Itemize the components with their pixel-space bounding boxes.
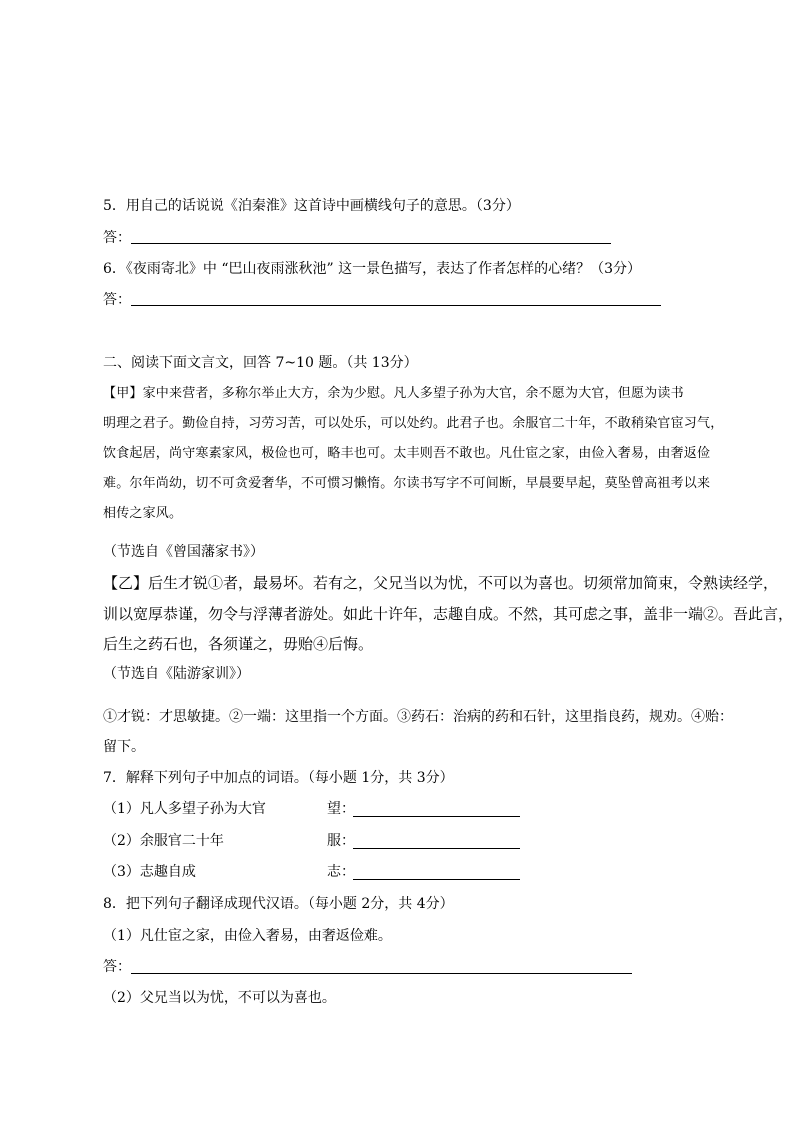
question-5: 5．用自己的话说说《泊秦淮》这首诗中画横线句子的意思。（3分） [103,198,520,214]
answer-line[interactable] [353,879,520,880]
q7-item-sentence: （1）凡人多望子孙为大官 [103,801,266,817]
question-8: 8．把下列句子翻译成现代汉语。（每小题 2分，共 4分） [103,896,454,912]
answer-line[interactable] [131,243,611,244]
answer-line[interactable] [131,973,632,974]
passage-jia-source: （节选自《曾国藩家书》） [103,544,264,560]
answer-label: 答： [103,230,131,246]
answer-line[interactable] [353,816,520,817]
q7-item-sentence: （2）余服官二十年 [103,833,224,849]
passage-yi-line: 【乙】后生才锐①者，最易坏。若有之，父兄当以为忧，不可以为喜也。切须常加简束，令熟读经学， [103,574,779,592]
q7-item-sentence: （3）志趣自成 [103,864,196,880]
section-2-title: 二、阅读下面文言文，回答 7~10 题。（共 13分） [103,355,418,371]
q7-item-word: 望： [327,801,355,817]
passage-yi-line: 后生之药石也，各须谨之，毋贻④后悔。 [103,635,374,653]
q7-item-word: 服： [327,833,355,849]
question-6: 6．《夜雨寄北》中 “巴山夜雨涨秋池” 这一景色描写，表达了作者怎样的心绪？（3分） [103,261,642,277]
passage-jia-line: 【甲】家中来营者，多称尔举止大方，余为少慰。凡人多望子孙为大官，余不愿为大官，但愿为读书 [103,386,684,401]
passage-yi-source: （节选自《陆游家训》） [103,666,250,682]
answer-line[interactable] [131,305,661,306]
answer-label: 答： [103,292,131,308]
footnote-line: 留下。 [103,739,145,755]
passage-jia-line: 饮食起居，尚守寒素家风，极俭也可，略丰也可。太丰则吾不敢也。凡仕宦之家，由俭入奢易，由奢返俭 [103,446,711,461]
q7-item-word: 志： [327,864,355,880]
question-7: 7．解释下列句子中加点的词语。（每小题 1分，共 3分） [103,770,454,786]
passage-jia-line: 明理之君子。勤俭自持，习劳习苦，可以处乐，可以处约。此君子也。余服官二十年，不敢稍染官宦习气， [103,416,724,431]
q8-item-1: （1）凡仕宦之家，由俭入奢易，由奢返俭难。 [103,928,392,944]
footnote-line: ①才锐：才思敏捷。②一端：这里指一个方面。③药石：治病的药和石针，这里指良药，规劝。④贻： [103,709,733,725]
answer-line[interactable] [353,848,520,849]
answer-label: 答： [103,959,131,975]
q8-item-2: （2）父兄当以为忧，不可以为喜也。 [103,990,336,1006]
passage-jia-line: 难。尔年尚幼，切不可贪爱奢华，不可惯习懒惰。尔读书写字不可间断，早晨要早起，莫坠曾高祖考以来 [103,476,711,491]
passage-yi-line: 训以宽厚恭谨，勿令与浮薄者游处。如此十许年，志趣自成。不然，其可虑之事，盖非一端②。吾此言， [103,605,794,623]
passage-jia-line: 相传之家风。 [103,506,183,521]
